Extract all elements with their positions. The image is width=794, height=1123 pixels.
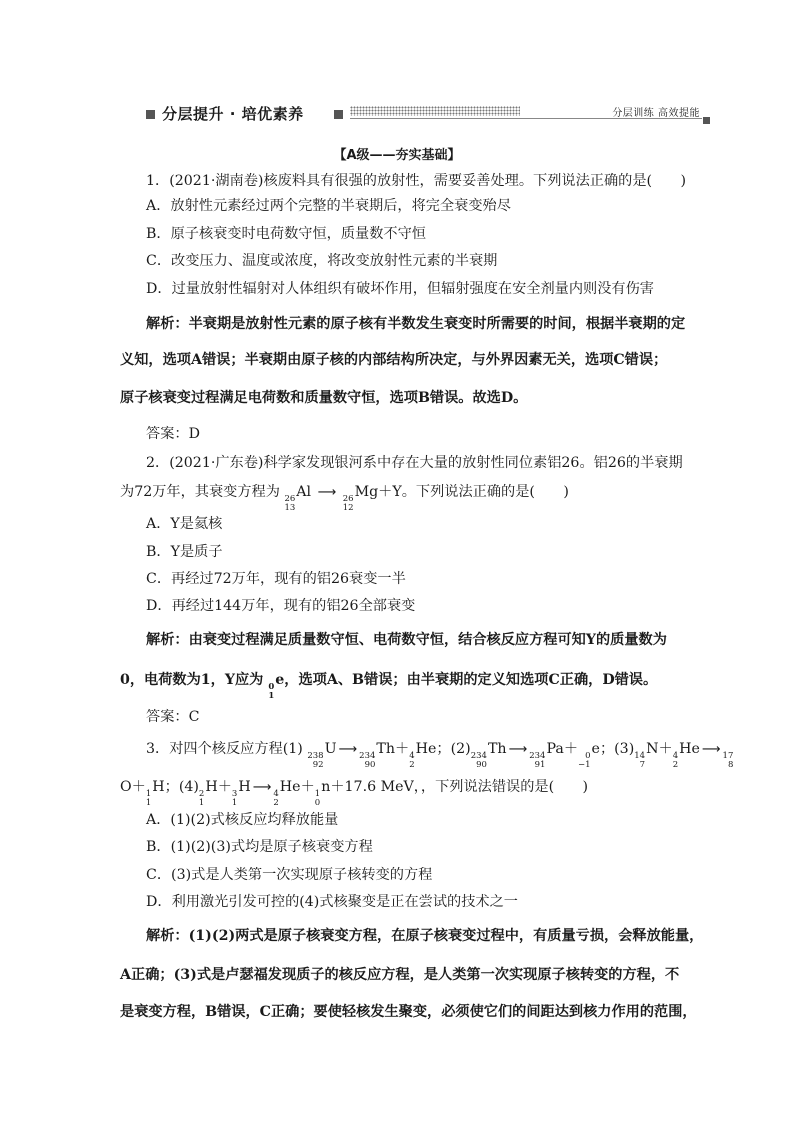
q3-option-a: A．(1)(2)式核反应均释放能量 xyxy=(146,812,339,828)
th234-nuclide: 234 90 Th xyxy=(359,741,396,770)
header-tagline: 分层训练 高效提能 xyxy=(612,108,700,119)
section-title: 分层提升 · 培优素养 xyxy=(162,105,304,123)
q3-stem-line2: O＋ 1 1 H；(4) 2 1 H＋ 3 1 H ⟶ 4 2 He＋ 1 0 n＋17.6 MeV，，下列说法错误的是( ) xyxy=(120,779,589,808)
q1-analysis-line: 解析：半衰期是放射性元素的原子核有半数发生衰变时所需要的时间，根据半衰期的定 xyxy=(146,316,686,332)
reaction-arrow-icon: ⟶ xyxy=(508,742,528,757)
h3-nuclide: 3 1 H xyxy=(231,779,251,808)
q3-option-d: D．利用激光引发可控的(4)式核聚变是正在尝试的技术之一 xyxy=(146,894,518,910)
q2-stem-text: 为72万年，其衰变方程为 xyxy=(120,484,280,500)
reaction-arrow-icon: ⟶ xyxy=(701,742,721,757)
al-symbol: Al xyxy=(296,484,312,500)
u238-nuclide: 238 92 U xyxy=(307,741,337,770)
q2-answer: 答案：C xyxy=(146,709,200,725)
reaction-arrow-icon: ⟶ xyxy=(338,742,358,757)
electron-nuclide xyxy=(268,671,657,701)
q3-stem-text: 3．对四个核反应方程(1) xyxy=(146,741,303,757)
e-charge-number: 1 xyxy=(268,691,275,701)
header-square-icon xyxy=(334,110,343,119)
th234-nuclide: 234 90 Th xyxy=(470,741,507,770)
q2-option-d: D．再经过144万年，现有的铝26全部衰变 xyxy=(146,598,416,614)
e-mass-number: 0 xyxy=(268,682,275,692)
q2-stem-equation xyxy=(120,483,569,513)
q1-analysis-line: 义知，选项A错误；半衰期由原子核的内部结构所决定，与外界因素无关，选项C错误； xyxy=(120,352,668,368)
q1-option-b: B．原子核衰变时电荷数守恒，质量数不守恒 xyxy=(146,226,426,242)
q3-stem-tail: ，下列说法错误的是( ) xyxy=(420,779,589,795)
q2-stem: 2．(2021·广东卷)科学家发现银河系中存在大量的放射性同位素铝26。铝26的半衰期 xyxy=(146,455,683,471)
q2-option-b: B．Y是质子 xyxy=(146,544,223,560)
q1-analysis-line: 原子核衰变过程满足电荷数和质量数守恒，选项B错误。故选D。 xyxy=(120,390,528,406)
q2-analysis-tail: e，选项A、B错误；由半衰期的定义知选项C正确，D错误。 xyxy=(275,672,658,688)
q2-option-c: C．再经过72万年，现有的铝26衰变一半 xyxy=(146,571,406,587)
neutron-nuclide: 1 0 n xyxy=(314,779,331,808)
pa234-nuclide: 234 91 Pa xyxy=(529,741,564,770)
q3-analysis-line: 是衰变方程，B错误，C正确；要使轻核发生聚变，必须使它们的间距达到核力作用的范围， xyxy=(120,1004,697,1020)
aluminum-nuclide xyxy=(284,483,311,513)
n14-nuclide: 14 7 N xyxy=(634,741,659,770)
q2-stem-tail: Mg＋Y。下列说法正确的是( ) xyxy=(354,484,569,500)
he4-nuclide: 4 2 He xyxy=(672,741,700,770)
q1-option-d: D．过量放射性辐射对人体组织有破坏作用，但辐射强度在安全剂量内则没有伤害 xyxy=(146,281,654,297)
q1-answer: 答案：D xyxy=(146,426,200,442)
header-end-square-icon xyxy=(703,117,710,124)
q2-analysis-line xyxy=(120,671,657,701)
q1-stem: 1．(2021·湖南卷)核废料具有很强的放射性，需要妥善处理。下列说法正确的是( ) xyxy=(146,173,686,189)
he4-nuclide: 4 2 He xyxy=(273,779,301,808)
al-mass-number: 26 xyxy=(284,494,296,504)
mg-atomic-number: 12 xyxy=(342,503,354,513)
level-title: 【A级——夯实基础】 xyxy=(333,148,461,163)
mg-mass-number: 26 xyxy=(342,494,354,504)
reaction-arrow-icon: ⟶ xyxy=(317,485,337,500)
q3-option-c: C．(3)式是人类第一次实现原子核转变的方程 xyxy=(146,867,433,883)
h1-nuclide: 1 1 H xyxy=(145,779,165,808)
q3-option-b: B．(1)(2)(3)式均是原子核衰变方程 xyxy=(146,839,373,855)
q3-analysis-line: A正确；(3)式是卢瑟福发现质子的核反应方程，是人类第一次实现原子核转变的方程，不 xyxy=(120,967,680,983)
q2-analysis-line: 解析：由衰变过程满足质量数守恒、电荷数守恒，结合核反应方程可知Y的质量数为 xyxy=(146,632,667,648)
q1-option-a: A．放射性元素经过两个完整的半衰期后，将完全衰变殆尽 xyxy=(146,198,511,214)
q3-analysis-line: 解析：(1)(2)两式是原子核衰变方程，在原子核衰变过程中，有质量亏损，会释放能量， xyxy=(146,928,704,944)
magnesium-nuclide xyxy=(343,483,569,513)
q2-analysis-text: 0，电荷数为1，Y应为 xyxy=(120,672,264,688)
al-atomic-number: 13 xyxy=(284,503,296,513)
q2-option-a: A．Y是氦核 xyxy=(146,516,223,532)
electron-nuclide: 0 −1 e xyxy=(578,741,600,770)
q3-stem-line1: 3．对四个核反应方程(1) 238 92 U ⟶ 234 90 Th＋ 4 2 He；(2) 234 90 Th ⟶ 234 91 Pa＋ 0 −1 e；(3) 14 7 N＋ 4 2 He ⟶ 17 8 xyxy=(146,741,734,770)
he4-nuclide: 4 2 He xyxy=(409,741,437,770)
section-header xyxy=(146,100,706,128)
reaction-arrow-icon: ⟶ xyxy=(252,780,272,795)
h2-nuclide: 2 1 H xyxy=(198,779,218,808)
header-dot-pattern xyxy=(350,106,520,116)
q1-option-c: C．改变压力、温度或浓度，将改变放射性元素的半衰期 xyxy=(146,253,498,269)
header-square-icon xyxy=(146,110,155,119)
o17-nuclide: 17 8 xyxy=(722,751,734,770)
